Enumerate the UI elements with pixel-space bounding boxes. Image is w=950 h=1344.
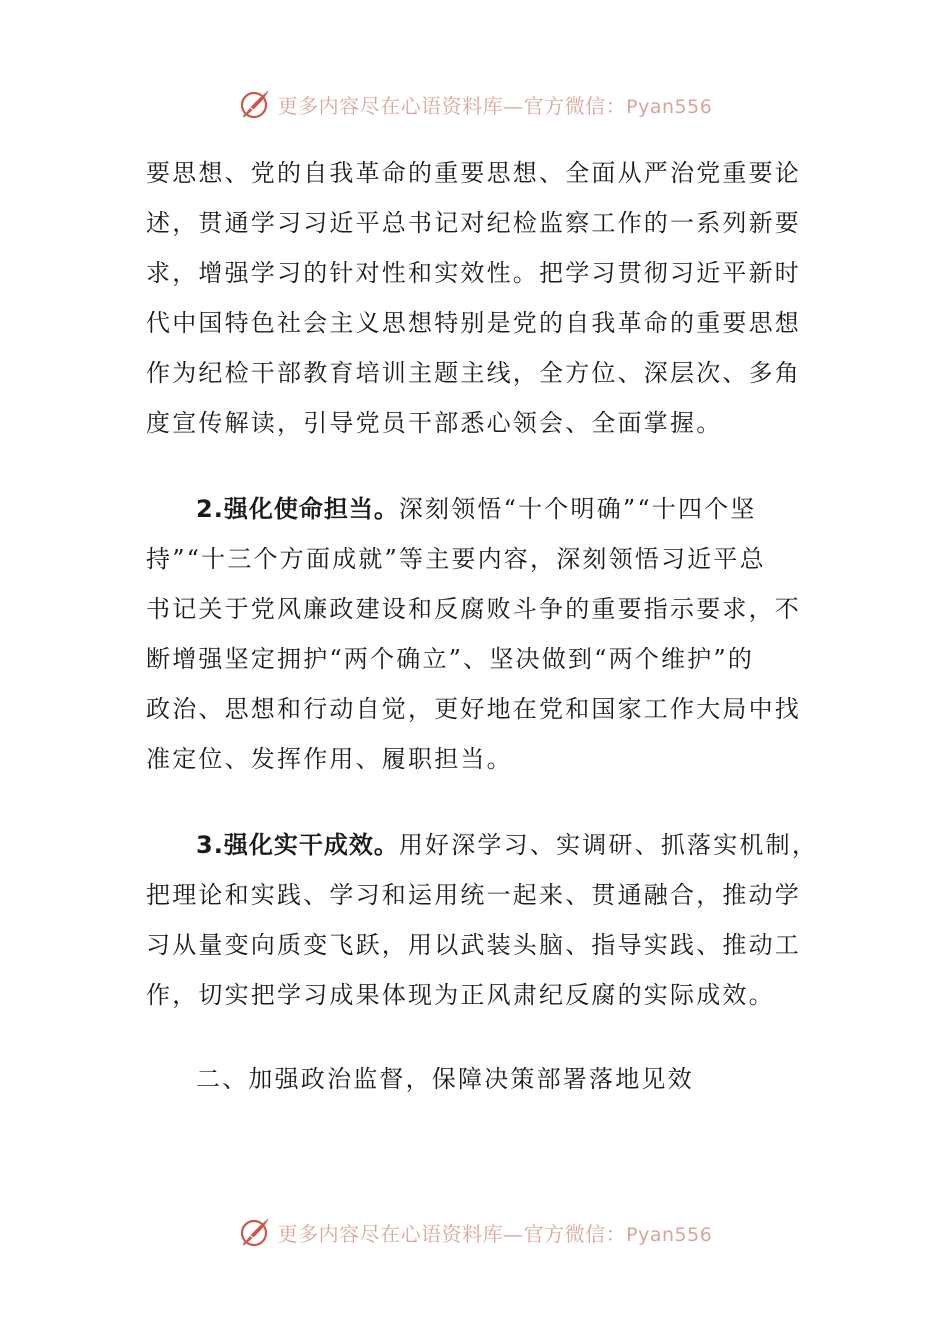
paragraph-gap [146, 1020, 796, 1054]
text-line: 书记关于党风廉政建设和反腐败斗争的重要指示要求，不 [146, 595, 801, 623]
text-line: 述，贯通学习习近平总书记对纪检监察工作的一系列新要 [146, 209, 801, 237]
text-line: 度宣传解读，引导党员干部悉心领会、全面掌握。 [146, 409, 723, 437]
paragraph-continuation [146, 148, 801, 448]
text-line: 要思想、党的自我革命的重要思想、全面从严治党重要论 [146, 159, 801, 187]
paragraph-effectiveness [146, 820, 819, 1020]
text-line: 求，增强学习的针对性和实效性。把学习贯彻习近平新时 [146, 259, 801, 287]
text-line: 准定位、发挥作用、履职担当。 [146, 745, 513, 773]
quill-pen-logo-icon [238, 1215, 272, 1249]
paragraph-mission [146, 484, 801, 784]
watermark-text: 更多内容尽在心语资料库—官方微信：Pyan556 [277, 93, 713, 118]
text-line: 把理论和实践、学习和运用统一起来、贯通融合，推动学 [146, 881, 801, 909]
quill-pen-logo-icon [238, 87, 272, 121]
text-line: 2.强化使命担当。深刻领悟“十个明确”“十四个坚 [196, 495, 757, 523]
text-line: 3.强化实干成效。用好深学习、实调研、抓落实机制， [196, 831, 819, 859]
text-line: 作为纪检干部教育培训主题主线，全方位、深层次、多角 [146, 359, 801, 387]
text-line: 代中国特色社会主义思想特别是党的自我革命的重要思想 [146, 309, 801, 337]
section-lead-effectiveness: 3.强化实干成效。 [196, 831, 399, 859]
header-watermark [0, 84, 950, 124]
text-line: 断增强坚定拥护“两个确立”、坚决做到“两个维护”的 [146, 645, 755, 673]
text-line: 习从量变向质变飞跃，用以武装头脑、指导实践、推动工 [146, 931, 801, 959]
paragraph-gap [146, 784, 796, 820]
text-line: 作，切实把学习成果体现为正风肃纪反腐的实际成效。 [146, 981, 775, 1009]
paragraph-gap [146, 448, 796, 484]
footer-watermark [0, 1212, 950, 1252]
document-body [146, 148, 819, 1104]
watermark-text: 更多内容尽在心语资料库—官方微信：Pyan556 [277, 1221, 713, 1246]
section-lead-mission: 2.强化使命担当。 [196, 495, 399, 523]
section-heading-political-supervision: 二、加强政治监督，保障决策部署落地见效 [196, 1065, 694, 1093]
text-line: 持”“十三个方面成就”等主要内容，深刻领悟习近平总 [146, 545, 766, 573]
text-line: 政治、思想和行动自觉，更好地在党和国家工作大局中找 [146, 695, 801, 723]
